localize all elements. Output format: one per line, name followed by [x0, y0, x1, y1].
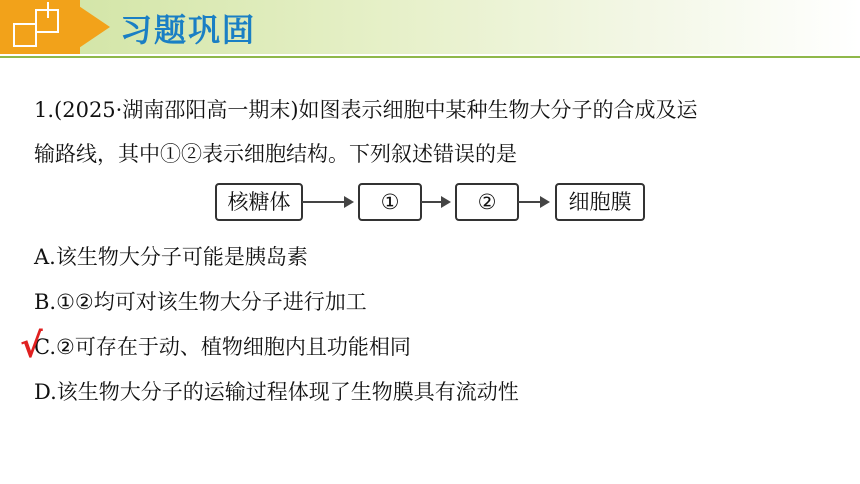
question-line-1: 1.(2025·湖南邵阳高一期末)如图表示细胞中某种生物大分子的合成及运 [34, 98, 698, 122]
arrow-2 [421, 201, 449, 203]
header-divider [0, 56, 860, 58]
node-cell-membrane: 细胞膜 [555, 183, 645, 221]
arrow-1 [302, 201, 352, 203]
option-a[interactable]: A.该生物大分子可能是胰岛素 [34, 245, 308, 269]
chevron-arrow-icon [70, 0, 110, 54]
node-ribosome: 核糖体 [215, 183, 303, 221]
header-bar [0, 0, 860, 54]
question-stem [34, 88, 834, 176]
logo-squares-icon [0, 0, 70, 54]
arrow-3 [518, 201, 548, 203]
question-line-2: 输路线，其中①②表示细胞结构。下列叙述错误的是 [34, 142, 517, 166]
node-structure-2: ② [455, 183, 519, 221]
option-b[interactable]: B.①②均可对该生物大分子进行加工 [34, 290, 367, 314]
answer-check-icon: √ [20, 326, 43, 366]
page-title: 习题巩固 [120, 11, 257, 49]
node-structure-1: ① [358, 183, 422, 221]
option-d[interactable]: D.该生物大分子的运输过程体现了生物膜具有流动性 [34, 380, 519, 404]
option-c[interactable]: C.②可存在于动、植物细胞内且功能相同 [34, 335, 411, 359]
